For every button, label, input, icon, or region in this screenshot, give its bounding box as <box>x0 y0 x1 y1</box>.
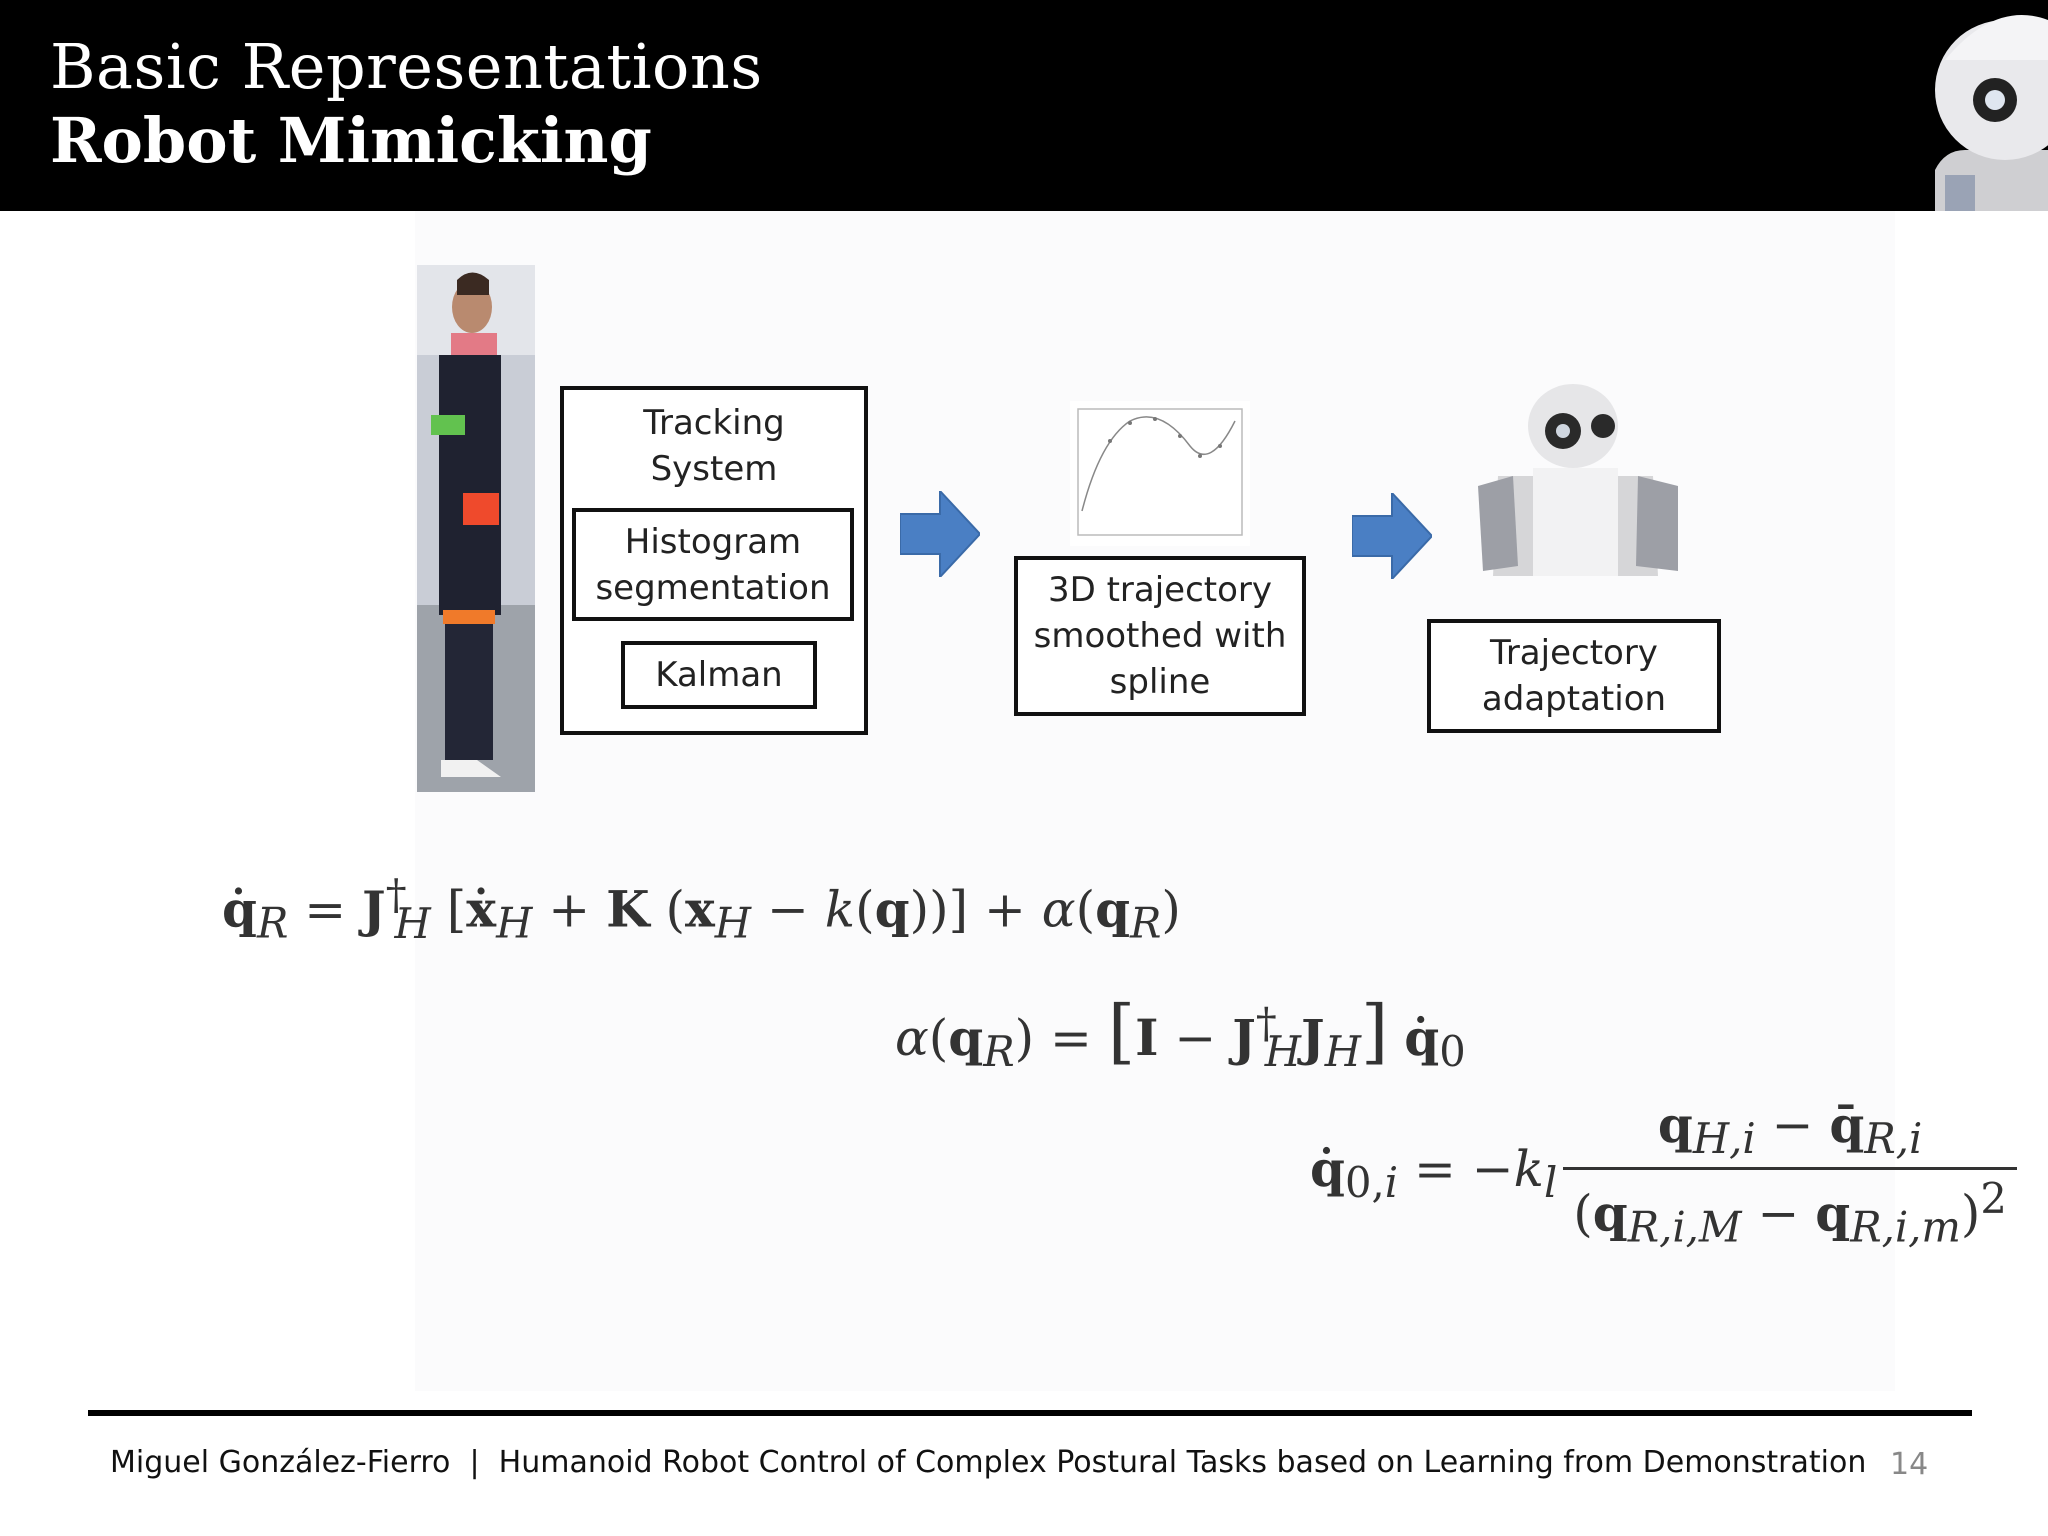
equation-1: $q̇_R = J^\dagger_H$ [ẋ$_H$ + K $(x_H - k(q))] + \alpha(q_R)$ <box>222 870 1181 948</box>
person-photo <box>417 265 535 792</box>
tracking-system-label: Tracking System <box>643 403 785 489</box>
trajectory-adaptation-label: Trajectory adaptation <box>1481 633 1667 719</box>
trajectory-3d-box <box>1014 556 1306 716</box>
histogram-label: Histogram segmentation <box>595 521 831 608</box>
trajectory-3d-label: 3D trajectory smoothed with spline <box>1033 570 1287 702</box>
histogram-box <box>572 508 854 621</box>
robot-image <box>1478 376 1678 576</box>
kalman-label: Kalman <box>655 655 783 695</box>
equation-2: $\alpha(q_R) = [I - J^\dagger_HJ_H]$ $q̇_0$ <box>895 990 1466 1076</box>
kalman-box <box>621 641 817 709</box>
footer-text: Miguel González-Fierro | Humanoid Robot Control of Complex Postural Tasks based on Learning from Demonstration <box>110 1445 1867 1480</box>
robot-head-logo <box>1795 0 2048 211</box>
trajectory-adaptation-box <box>1427 619 1721 733</box>
arrow-right-icon <box>1352 493 1432 579</box>
footer-divider <box>88 1410 1972 1416</box>
slide-header <box>0 0 2048 211</box>
arrow-right-icon <box>900 491 980 577</box>
equation-3: $q̇_{0,i} = -k_l$ $q_{H,i}$ − $q̄_{R,i}$ $(q_{R,i,M} - q_{R,i,m})^2$ <box>1310 1095 2017 1252</box>
trajectory-plot <box>1070 401 1250 546</box>
slide-title: Basic Representations <box>50 30 763 103</box>
page-number: 14 <box>1890 1447 1929 1482</box>
slide-subtitle: Robot Mimicking <box>50 104 652 177</box>
